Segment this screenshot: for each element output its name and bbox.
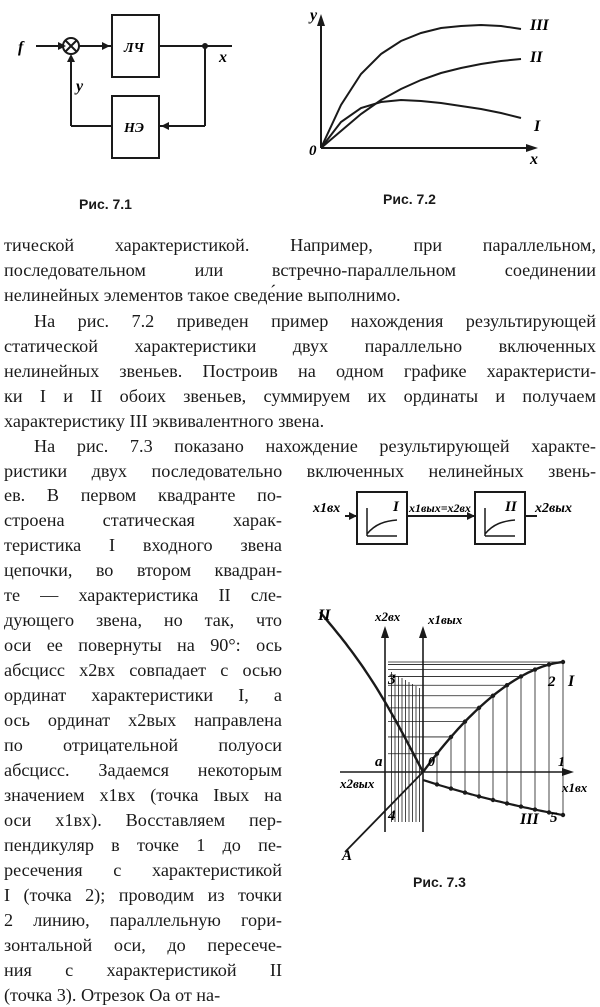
p3-col-line: оси ее повернуты на 90°: ось xyxy=(4,635,282,655)
fig73-point xyxy=(505,683,509,687)
p3-col-line: пендикуляр в точке 1 до пе- xyxy=(4,835,282,855)
fig71-block-ne-label: НЭ xyxy=(124,121,145,136)
p1-line-3: нелинейных элементов такое сведе́ние выполнимо. xyxy=(4,285,401,305)
fig71-block-lch-label: ЛЧ xyxy=(124,41,145,56)
fig72-curve-II-label: II xyxy=(530,49,543,66)
fig72-curve-III xyxy=(321,25,521,148)
p2-line-5: характеристику III эквивалентного звена. xyxy=(4,411,325,431)
p3-col-line: зонтальной оси, до пересече- xyxy=(4,935,282,955)
p3-col-line: те — характеристика II сле- xyxy=(4,585,282,605)
fig72-origin-label: 0 xyxy=(309,143,317,159)
fig73-chain-in: x1вх xyxy=(313,501,341,516)
fig71-output-label: x xyxy=(219,49,227,66)
fig73-axis-x2vyx-label: x2вых xyxy=(340,776,375,791)
fig73-point xyxy=(533,667,537,671)
fig71-block-diagram xyxy=(0,0,290,160)
fig73-point xyxy=(561,813,565,817)
p3-col-line: абсцисс x2вх совпадает с осью xyxy=(4,660,282,680)
fig73-pt-0: 0 xyxy=(428,755,435,770)
p3-col-line: цепочки, во втором квадран- xyxy=(4,560,282,580)
fig73-point xyxy=(547,662,551,666)
fig73-point xyxy=(463,719,467,723)
fig73-chain-diagram xyxy=(305,478,600,558)
p1-line-2: последовательном или встречно-параллельном соединении xyxy=(4,260,596,280)
p3-col-line: 2 линию, параллельную гори- xyxy=(4,910,282,930)
fig73-point xyxy=(435,752,439,756)
p3-col-line: теристика I входного звена xyxy=(4,535,282,555)
p2-line-1: На рис. 7.2 приведен пример нахождения результирующей xyxy=(34,311,596,331)
p3-line-1: На рис. 7.3 показано нахождение результирующей характе- xyxy=(34,436,596,456)
p3-col-line: дующего звена, но так, что xyxy=(4,610,282,630)
fig73-plot xyxy=(300,590,600,880)
p3-col-line: строена статическая харак- xyxy=(4,510,282,530)
fig73-pt-3: 3 xyxy=(388,672,396,688)
fig71-caption: Рис. 7.1 xyxy=(79,196,132,212)
p3-col-line: ев. В первом квадранте по- xyxy=(4,485,282,505)
fig72-caption: Рис. 7.2 xyxy=(383,191,436,207)
fig73-curve-II-label: II xyxy=(318,607,331,624)
fig73-pt-1: 1 xyxy=(558,755,565,770)
fig73-point xyxy=(505,801,509,805)
fig73-curve-I-label: I xyxy=(568,673,575,690)
p3-col-line: ось ординат x2вых направлена xyxy=(4,710,282,730)
fig73-point xyxy=(491,694,495,698)
p3-col-line: значением x1вх (точка Iвых на xyxy=(4,785,282,805)
fig72-chart xyxy=(300,0,560,175)
fig71-input-label: f xyxy=(18,39,24,56)
fig73-axis-x2vx-label: x2вх xyxy=(375,609,401,624)
fig73-point xyxy=(561,660,565,664)
p3-line-2: ристики двух последовательно включенных нелинейных звень- xyxy=(4,461,596,481)
fig73-point xyxy=(449,735,453,739)
fig72-curve-II xyxy=(321,59,521,148)
p3-col-line: по отрицательной полуоси xyxy=(4,735,282,755)
p3-col-line: ния с характеристикой II xyxy=(4,960,282,980)
fig73-point xyxy=(519,674,523,678)
p3-col-line: ресечения с характеристикой xyxy=(4,860,282,880)
fig73-point xyxy=(435,782,439,786)
fig73-chain-mid: x1вых=x2вх xyxy=(409,501,471,515)
fig73-point xyxy=(449,786,453,790)
fig73-pt-5: 5 xyxy=(550,810,558,826)
fig72-curve-I xyxy=(321,100,521,148)
fig73-pt-4: 4 xyxy=(388,808,396,824)
fig73-pt-a: a xyxy=(375,754,383,770)
fig72-curve-III-label: III xyxy=(530,17,549,34)
p3-col-line: абсцисс. Задаемся некоторым xyxy=(4,760,282,780)
fig73-pt-2: 2 xyxy=(548,674,556,690)
p2-line-3: нелинейных звеньев. Построив на одном графике характеристи- xyxy=(4,361,596,381)
fig73-caption: Рис. 7.3 xyxy=(413,874,466,890)
fig73-curve-II xyxy=(320,612,423,772)
fig73-curve-III-label: III xyxy=(520,811,539,828)
fig73-pt-A: A xyxy=(342,848,353,864)
p3-col-line: I (точка 2); проводим из точки xyxy=(4,885,282,905)
p1-line-1: тической характеристикой. Например, при параллельном, xyxy=(4,235,596,255)
p3-col-line: ординат характеристики I, а xyxy=(4,685,282,705)
p2-line-4: ки I и II обоих звеньев, суммируем их ординаты и получаем xyxy=(4,386,596,406)
fig73-point xyxy=(463,790,467,794)
fig73-axis-x1vyx-label: x1вых xyxy=(428,612,463,627)
fig72-y-label: y xyxy=(310,7,318,24)
p3-col-line: (точка 3). Отрезок Oa от на- xyxy=(4,985,221,1005)
p2-line-2: статической характеристики двух параллельно включенных xyxy=(4,336,596,356)
fig73-point xyxy=(491,798,495,802)
fig73-point xyxy=(477,706,481,710)
p3-col-line: оси x1вх). Восставляем пер- xyxy=(4,810,282,830)
fig71-feedback-label: y xyxy=(76,78,84,95)
fig72-curve-I-label: I xyxy=(534,118,541,135)
fig73-chain-block-II-label: II xyxy=(505,499,517,515)
fig73-point xyxy=(519,804,523,808)
fig72-x-label: x xyxy=(530,151,538,168)
fig73-chain-block-I-label: I xyxy=(393,499,399,515)
fig73-point xyxy=(477,794,481,798)
fig73-axis-x1vx-label: x1вх xyxy=(562,780,588,795)
fig73-chain-out: x2вых xyxy=(535,501,572,516)
